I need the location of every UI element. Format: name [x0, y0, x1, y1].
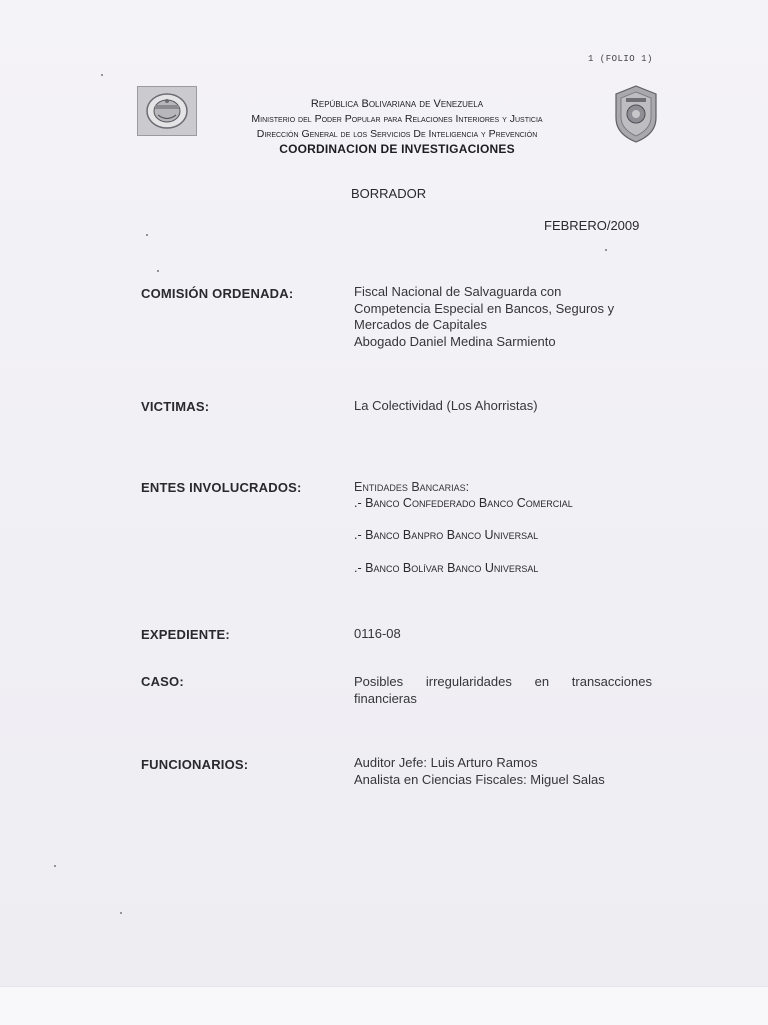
header-republic: República Bolivariana de Venezuela	[310, 98, 484, 110]
bank-item: .- Banco Bolívar Banco Universal	[354, 561, 539, 575]
document-date: FEBRERO/2009	[544, 218, 640, 233]
comision-line: Mercados de Capitales	[354, 317, 487, 332]
document-header	[190, 97, 604, 157]
entes-heading: Entidades Bancarias:	[354, 480, 470, 494]
scan-speck	[101, 74, 103, 76]
scan-speck	[605, 249, 607, 251]
scan-speck	[120, 912, 122, 914]
scan-speck	[54, 865, 56, 867]
victimas-label: VICTIMAS:	[141, 399, 210, 414]
page-bottom-edge	[0, 986, 768, 1025]
comision-line: Competencia Especial en Bancos, Seguros y	[354, 300, 615, 316]
police-badge-icon	[612, 84, 660, 144]
caso-label: CASO:	[141, 674, 184, 689]
expediente-value: 0116-08	[354, 626, 401, 641]
ministry-seal-icon	[137, 86, 197, 136]
entes-label: ENTES INVOLUCRADOS:	[141, 480, 302, 495]
draft-label: BORRADOR	[351, 186, 427, 201]
caso-value: Posibles irregularidades en transacciones financieras	[354, 674, 652, 706]
funcionario-line: Auditor Jefe: Luis Arturo Ramos	[354, 755, 538, 770]
comision-line: Fiscal Nacional de Salvaguarda con	[354, 284, 562, 299]
comision-value	[354, 284, 614, 350]
header-coordination: COORDINACION DE INVESTIGACIONES	[279, 142, 515, 156]
bank-item: .- Banco Confederado Banco Comercial	[354, 496, 573, 510]
funcionarios-label: FUNCIONARIOS:	[141, 757, 249, 772]
funcionario-line: Analista en Ciencias Fiscales: Miguel Salas	[354, 771, 605, 787]
folio-number: 1 (FOLIO 1)	[588, 54, 653, 64]
comision-label: COMISIÓN ORDENADA:	[141, 286, 294, 301]
scan-speck	[157, 270, 159, 272]
header-direction: Dirección General de los Servicios De Inteligencia y Prevención	[256, 128, 538, 140]
victimas-value: La Colectividad (Los Ahorristas)	[354, 398, 538, 413]
expediente-label: EXPEDIENTE:	[141, 627, 230, 642]
comision-line: Abogado Daniel Medina Sarmiento	[354, 333, 556, 349]
scan-speck	[146, 234, 148, 236]
bank-item: .- Banco Banpro Banco Universal	[354, 528, 539, 542]
header-ministry: Ministerio del Poder Popular para Relaciones Interiores y Justicia	[251, 113, 543, 125]
funcionarios-value	[354, 755, 605, 788]
